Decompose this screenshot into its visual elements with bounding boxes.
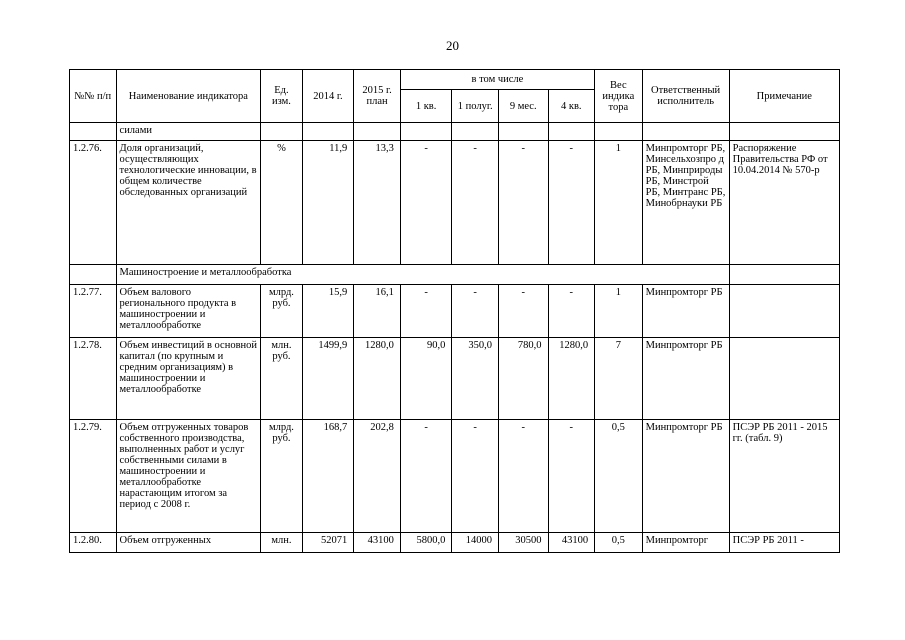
cell-name: Объем валового регионального продукта в машиностроении и металлообработке — [116, 285, 261, 338]
cell-q4: 1280,0 — [548, 338, 595, 420]
cell-weight: 7 — [595, 338, 643, 420]
col-header-q4: 4 кв. — [548, 90, 595, 123]
cell-q4: - — [548, 285, 595, 338]
cell-2014 — [302, 123, 354, 141]
cell-number — [70, 123, 117, 141]
cell-number: 1.2.80. — [70, 533, 117, 553]
cell-9m: - — [498, 420, 548, 533]
cell-q4: 43100 — [548, 533, 595, 553]
col-header-unit: Ед. изм. — [261, 70, 302, 123]
cell-2014: 52071 — [302, 533, 354, 553]
section-title: Машиностроение и металлообработка — [116, 265, 729, 285]
cell-note — [729, 338, 839, 420]
table-row — [70, 338, 840, 420]
cell-q1: - — [400, 285, 452, 338]
cell-weight — [595, 123, 643, 141]
cell-h1: - — [452, 285, 499, 338]
cell-note — [729, 285, 839, 338]
table-row — [70, 123, 840, 141]
cell-note: ПСЭР РБ 2011 - 2015 гг. (табл. 9) — [729, 420, 839, 533]
cell-name: силами — [116, 123, 261, 141]
cell-q4: - — [548, 420, 595, 533]
header-row — [70, 70, 840, 90]
cell-9m: - — [498, 285, 548, 338]
cell-number: 1.2.79. — [70, 420, 117, 533]
cell-note — [729, 123, 839, 141]
cell-2014: 168,7 — [302, 420, 354, 533]
cell-responsible: Минпромторг РБ, Минсельхозпро д РБ, Минприроды РБ, Минстрой РБ, Минтранс РБ, Минобрнауки РБ — [642, 141, 729, 265]
cell-responsible: Минпромторг РБ — [642, 285, 729, 338]
cell-responsible: Минпромторг РБ — [642, 338, 729, 420]
cell-2015: 13,3 — [354, 141, 401, 265]
col-header-2014: 2014 г. — [302, 70, 354, 123]
col-header-weight: Вес индика тора — [595, 70, 643, 123]
cell-2015: 16,1 — [354, 285, 401, 338]
cell-2015 — [354, 123, 401, 141]
cell-responsible: Минпромторг — [642, 533, 729, 553]
cell-responsible — [642, 123, 729, 141]
col-header-name: Наименование индикатора — [116, 70, 261, 123]
cell-name: Объем инвестиций в основной капитал (по крупным и средним организациям) в машиностроении и металлообработке — [116, 338, 261, 420]
cell-unit: млрд. руб. — [261, 420, 302, 533]
col-header-2015-plan: 2015 г. план — [354, 70, 401, 123]
cell-weight: 1 — [595, 285, 643, 338]
cell-q4: - — [548, 141, 595, 265]
cell-unit: млрд. руб. — [261, 285, 302, 338]
indicators-table — [69, 69, 840, 553]
cell-note: ПСЭР РБ 2011 - — [729, 533, 839, 553]
cell-9m: 30500 — [498, 533, 548, 553]
cell-h1 — [452, 123, 499, 141]
section-row — [70, 265, 840, 285]
cell-name: Объем отгруженных товаров собственного производства, выполненных работ и услуг собственными силами в машиностроении и металлообработке нарастающим итогом за период с 2008 г. — [116, 420, 261, 533]
cell-9m: - — [498, 141, 548, 265]
cell-unit — [261, 123, 302, 141]
cell-unit: млн. — [261, 533, 302, 553]
col-header-9m: 9 мес. — [498, 90, 548, 123]
cell-number — [70, 265, 117, 285]
cell-name: Доля организаций, осуществляющих технологические инновации, в общем количестве обследованных организаций — [116, 141, 261, 265]
cell-2014: 15,9 — [302, 285, 354, 338]
col-header-note: Примечание — [729, 70, 839, 123]
cell-q1 — [400, 123, 452, 141]
cell-name: Объем отгруженных — [116, 533, 261, 553]
cell-number: 1.2.77. — [70, 285, 117, 338]
cell-q1: 90,0 — [400, 338, 452, 420]
col-header-h1: 1 полуг. — [452, 90, 499, 123]
cell-h1: - — [452, 420, 499, 533]
table-row — [70, 141, 840, 265]
cell-h1: - — [452, 141, 499, 265]
cell-q1: 5800,0 — [400, 533, 452, 553]
cell-number: 1.2.76. — [70, 141, 117, 265]
cell-q1: - — [400, 141, 452, 265]
cell-weight: 0,5 — [595, 420, 643, 533]
cell-q1: - — [400, 420, 452, 533]
cell-2014: 11,9 — [302, 141, 354, 265]
table-row — [70, 285, 840, 338]
cell-9m: 780,0 — [498, 338, 548, 420]
cell-note: Распоряжение Правительства РФ от 10.04.2014 № 570-р — [729, 141, 839, 265]
cell-2015: 1280,0 — [354, 338, 401, 420]
table-row — [70, 533, 840, 553]
cell-weight: 1 — [595, 141, 643, 265]
table-row — [70, 420, 840, 533]
cell-q4 — [548, 123, 595, 141]
col-header-responsible: Ответственный исполнитель — [642, 70, 729, 123]
page-number: 20 — [446, 38, 459, 53]
cell-weight: 0,5 — [595, 533, 643, 553]
cell-h1: 14000 — [452, 533, 499, 553]
cell-number: 1.2.78. — [70, 338, 117, 420]
cell-9m — [498, 123, 548, 141]
cell-note — [729, 265, 839, 285]
cell-2015: 43100 — [354, 533, 401, 553]
col-header-q1: 1 кв. — [400, 90, 452, 123]
cell-2014: 1499,9 — [302, 338, 354, 420]
cell-2015: 202,8 — [354, 420, 401, 533]
cell-responsible: Минпромторг РБ — [642, 420, 729, 533]
cell-unit: % — [261, 141, 302, 265]
col-header-number: №№ п/п — [70, 70, 117, 123]
cell-h1: 350,0 — [452, 338, 499, 420]
col-header-including: в том числе — [400, 70, 594, 90]
cell-unit: млн. руб. — [261, 338, 302, 420]
